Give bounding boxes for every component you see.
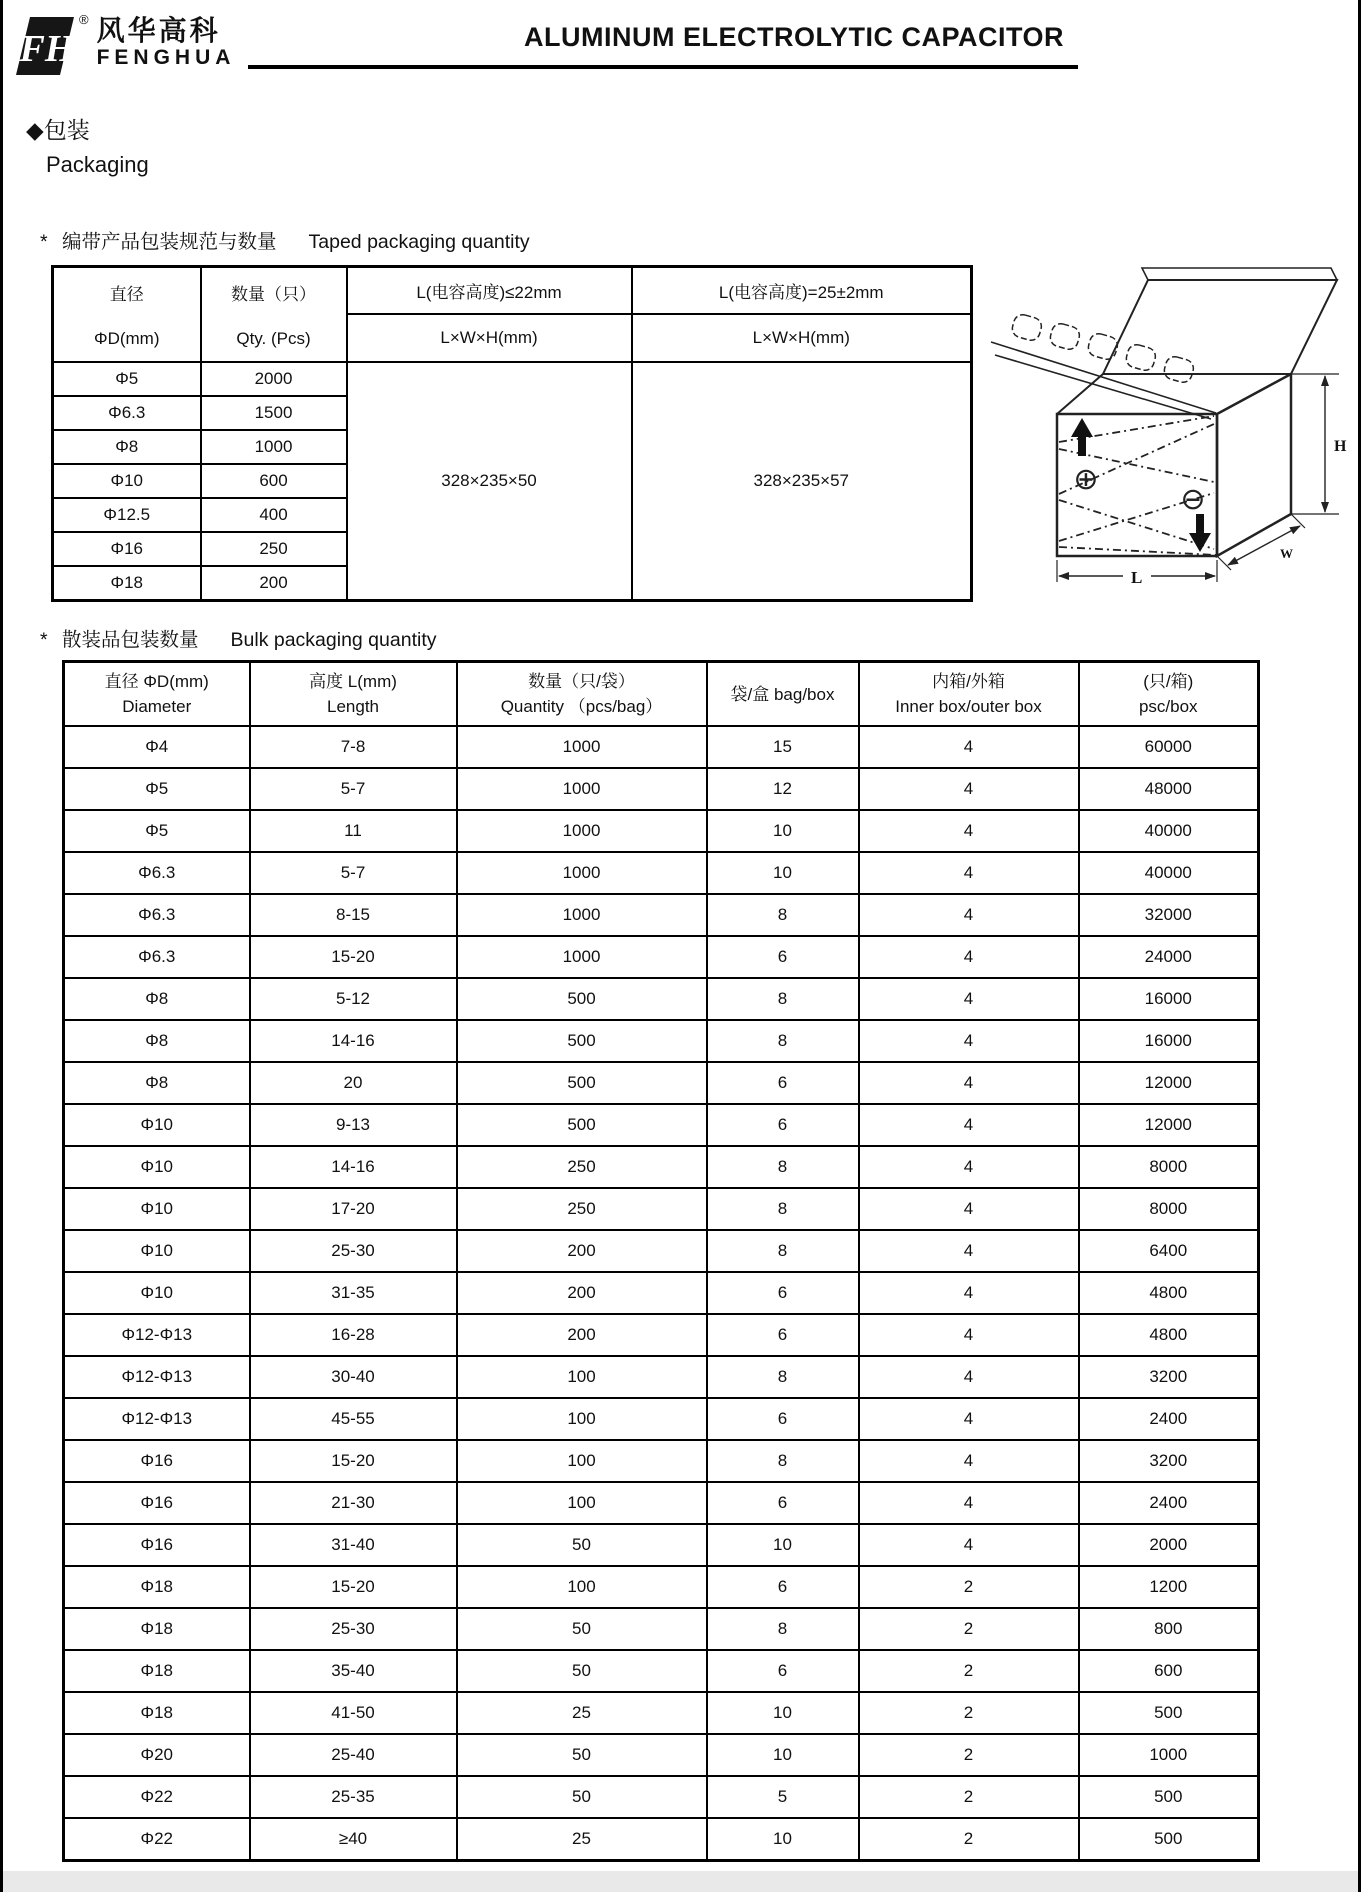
bag-per-box-cell: 5 bbox=[707, 1776, 859, 1818]
bulk-heading-en: Bulk packaging quantity bbox=[230, 629, 437, 651]
table-row bbox=[64, 1230, 1259, 1272]
pcs-per-box-cell: 16000 bbox=[1079, 1020, 1259, 1062]
pcs-per-box-cell: 800 bbox=[1079, 1608, 1259, 1650]
length-cell: 15-20 bbox=[250, 1566, 457, 1608]
header-cell: L×W×H(mm) bbox=[632, 314, 972, 362]
header-cell: L(电容高度)≤22mm bbox=[347, 267, 632, 315]
table-row bbox=[64, 1398, 1259, 1440]
bulk-table bbox=[62, 660, 1260, 1862]
header-cell: 高度 L(mm) Length bbox=[250, 662, 457, 727]
inner-outer-box-cell: 2 bbox=[859, 1692, 1079, 1734]
table-row bbox=[64, 1440, 1259, 1482]
bag-per-box-cell: 10 bbox=[707, 852, 859, 894]
quantity-cell: 200 bbox=[457, 1230, 707, 1272]
table-row bbox=[64, 1734, 1259, 1776]
table-row bbox=[64, 1482, 1259, 1524]
inner-outer-box-cell: 2 bbox=[859, 1650, 1079, 1692]
inner-outer-box-cell: 4 bbox=[859, 1356, 1079, 1398]
cell: 1000 bbox=[201, 430, 347, 464]
inner-outer-box-cell: 4 bbox=[859, 1440, 1079, 1482]
quantity-cell: 500 bbox=[457, 978, 707, 1020]
inner-outer-box-cell: 4 bbox=[859, 768, 1079, 810]
diameter-cell: Φ16 bbox=[64, 1440, 250, 1482]
quantity-cell: 100 bbox=[457, 1566, 707, 1608]
length-cell: 20 bbox=[250, 1062, 457, 1104]
length-cell: 31-35 bbox=[250, 1272, 457, 1314]
pcs-per-box-cell: 1000 bbox=[1079, 1734, 1259, 1776]
length-cell: 14-16 bbox=[250, 1020, 457, 1062]
inner-outer-box-cell: 2 bbox=[859, 1608, 1079, 1650]
table-row bbox=[64, 1356, 1259, 1398]
bag-per-box-cell: 6 bbox=[707, 1650, 859, 1692]
header-cell: 内箱/外箱 Inner box/outer box bbox=[859, 662, 1079, 727]
diameter-cell: Φ10 bbox=[64, 1188, 250, 1230]
pcs-per-box-cell: 500 bbox=[1079, 1692, 1259, 1734]
quantity-cell: 100 bbox=[457, 1440, 707, 1482]
cell: 2000 bbox=[201, 362, 347, 396]
length-cell: 30-40 bbox=[250, 1356, 457, 1398]
table-row bbox=[64, 978, 1259, 1020]
quantity-cell: 100 bbox=[457, 1356, 707, 1398]
inner-outer-box-cell: 2 bbox=[859, 1566, 1079, 1608]
quantity-cell: 500 bbox=[457, 1104, 707, 1146]
pcs-per-box-cell: 6400 bbox=[1079, 1230, 1259, 1272]
taped-heading-en: Taped packaging quantity bbox=[308, 231, 530, 253]
diameter-cell: Φ22 bbox=[64, 1818, 250, 1861]
pcs-per-box-cell: 24000 bbox=[1079, 936, 1259, 978]
polarity-minus-symbol: ⊖ bbox=[1180, 483, 1206, 516]
pcs-per-box-cell: 2400 bbox=[1079, 1482, 1259, 1524]
header-cell: 直径 ΦD(mm) bbox=[53, 267, 201, 363]
quantity-cell: 250 bbox=[457, 1188, 707, 1230]
table-row bbox=[64, 1650, 1259, 1692]
packing-box-diagram bbox=[985, 246, 1357, 596]
header-cell: 袋/盒 bag/box bbox=[707, 662, 859, 727]
diameter-cell: Φ18 bbox=[64, 1650, 250, 1692]
diameter-cell: Φ8 bbox=[64, 1020, 250, 1062]
length-cell: 41-50 bbox=[250, 1692, 457, 1734]
diameter-cell: Φ6.3 bbox=[64, 852, 250, 894]
pcs-per-box-cell: 600 bbox=[1079, 1650, 1259, 1692]
table-row bbox=[64, 1524, 1259, 1566]
pcs-per-box-cell: 8000 bbox=[1079, 1188, 1259, 1230]
diameter-cell: Φ8 bbox=[64, 1062, 250, 1104]
table-row bbox=[64, 894, 1259, 936]
table-row bbox=[64, 1104, 1259, 1146]
length-cell: 15-20 bbox=[250, 1440, 457, 1482]
table-row bbox=[64, 1272, 1259, 1314]
bag-per-box-cell: 10 bbox=[707, 810, 859, 852]
inner-outer-box-cell: 4 bbox=[859, 726, 1079, 768]
inner-outer-box-cell: 4 bbox=[859, 978, 1079, 1020]
quantity-cell: 1000 bbox=[457, 936, 707, 978]
table-row bbox=[64, 1314, 1259, 1356]
diameter-cell: Φ22 bbox=[64, 1776, 250, 1818]
inner-outer-box-cell: 4 bbox=[859, 1104, 1079, 1146]
quantity-cell: 25 bbox=[457, 1692, 707, 1734]
cell: Φ12.5 bbox=[53, 498, 201, 532]
quantity-cell: 1000 bbox=[457, 852, 707, 894]
inner-outer-box-cell: 2 bbox=[859, 1734, 1079, 1776]
bag-per-box-cell: 6 bbox=[707, 1272, 859, 1314]
diameter-cell: Φ16 bbox=[64, 1482, 250, 1524]
bag-per-box-cell: 8 bbox=[707, 1146, 859, 1188]
diameter-cell: Φ5 bbox=[64, 810, 250, 852]
bulk-heading-cn: 散装品包装数量 bbox=[62, 629, 199, 651]
cell: 600 bbox=[201, 464, 347, 498]
bag-per-box-cell: 6 bbox=[707, 1398, 859, 1440]
logo-text bbox=[97, 16, 236, 70]
diameter-cell: Φ8 bbox=[64, 978, 250, 1020]
pcs-per-box-cell: 2400 bbox=[1079, 1398, 1259, 1440]
inner-outer-box-cell: 4 bbox=[859, 1062, 1079, 1104]
taped-bullet: * bbox=[40, 231, 48, 253]
diameter-cell: Φ12-Φ13 bbox=[64, 1398, 250, 1440]
length-cell: 21-30 bbox=[250, 1482, 457, 1524]
quantity-cell: 1000 bbox=[457, 810, 707, 852]
bag-per-box-cell: 6 bbox=[707, 1566, 859, 1608]
length-cell: 5-7 bbox=[250, 768, 457, 810]
logo-cn: 风华高科 bbox=[96, 15, 221, 46]
quantity-cell: 1000 bbox=[457, 894, 707, 936]
section-heading-en: Packaging bbox=[46, 152, 149, 177]
bag-per-box-cell: 15 bbox=[707, 726, 859, 768]
bag-per-box-cell: 8 bbox=[707, 1608, 859, 1650]
inner-outer-box-cell: 4 bbox=[859, 1314, 1079, 1356]
bag-per-box-cell: 8 bbox=[707, 1440, 859, 1482]
pcs-per-box-cell: 8000 bbox=[1079, 1146, 1259, 1188]
diameter-cell: Φ20 bbox=[64, 1734, 250, 1776]
quantity-cell: 500 bbox=[457, 1062, 707, 1104]
diameter-cell: Φ10 bbox=[64, 1104, 250, 1146]
pcs-per-box-cell: 12000 bbox=[1079, 1104, 1259, 1146]
inner-outer-box-cell: 4 bbox=[859, 852, 1079, 894]
length-cell: 16-28 bbox=[250, 1314, 457, 1356]
cell: 200 bbox=[201, 566, 347, 601]
length-cell: 45-55 bbox=[250, 1398, 457, 1440]
header-cell: (只/箱) psc/box bbox=[1079, 662, 1259, 727]
cell: Φ8 bbox=[53, 430, 201, 464]
pcs-per-box-cell: 32000 bbox=[1079, 894, 1259, 936]
pcs-per-box-cell: 4800 bbox=[1079, 1314, 1259, 1356]
diameter-cell: Φ18 bbox=[64, 1608, 250, 1650]
inner-outer-box-cell: 2 bbox=[859, 1776, 1079, 1818]
header-cell: 直径 ΦD(mm) Diameter bbox=[64, 662, 250, 727]
diameter-cell: Φ5 bbox=[64, 768, 250, 810]
table-row bbox=[64, 1188, 1259, 1230]
section-heading-cn: ◆包装 bbox=[26, 117, 90, 143]
inner-outer-box-cell: 4 bbox=[859, 936, 1079, 978]
fenghua-logo bbox=[14, 14, 235, 78]
table-row bbox=[64, 1818, 1259, 1861]
bag-per-box-cell: 10 bbox=[707, 1524, 859, 1566]
bag-per-box-cell: 6 bbox=[707, 1314, 859, 1356]
table-row bbox=[64, 1020, 1259, 1062]
quantity-cell: 500 bbox=[457, 1020, 707, 1062]
box-size-cell: 328×235×57 bbox=[632, 362, 972, 601]
length-cell: 9-13 bbox=[250, 1104, 457, 1146]
header-cell: 数量（只） Qty. (Pcs) bbox=[201, 267, 347, 363]
taped-heading bbox=[40, 226, 530, 254]
registered-mark: ® bbox=[79, 12, 89, 27]
inner-outer-box-cell: 4 bbox=[859, 1188, 1079, 1230]
length-cell: 15-20 bbox=[250, 936, 457, 978]
cell: Φ18 bbox=[53, 566, 201, 601]
length-cell: 17-20 bbox=[250, 1188, 457, 1230]
length-cell: 7-8 bbox=[250, 726, 457, 768]
bag-per-box-cell: 8 bbox=[707, 1230, 859, 1272]
bag-per-box-cell: 10 bbox=[707, 1734, 859, 1776]
pcs-per-box-cell: 40000 bbox=[1079, 810, 1259, 852]
pcs-per-box-cell: 12000 bbox=[1079, 1062, 1259, 1104]
polarity-plus-symbol: ⊕ bbox=[1073, 463, 1099, 496]
length-cell: 25-30 bbox=[250, 1230, 457, 1272]
bulk-table-header bbox=[64, 662, 1259, 727]
length-cell: 14-16 bbox=[250, 1146, 457, 1188]
bag-per-box-cell: 12 bbox=[707, 768, 859, 810]
cell: Φ5 bbox=[53, 362, 201, 396]
length-cell: 31-40 bbox=[250, 1524, 457, 1566]
bulk-heading bbox=[40, 624, 436, 652]
pcs-per-box-cell: 500 bbox=[1079, 1776, 1259, 1818]
cell: Φ10 bbox=[53, 464, 201, 498]
table-row bbox=[64, 810, 1259, 852]
length-cell: 11 bbox=[250, 810, 457, 852]
pcs-per-box-cell: 40000 bbox=[1079, 852, 1259, 894]
table-row bbox=[64, 1776, 1259, 1818]
dim-l-label: L bbox=[1131, 568, 1143, 587]
logo-en: FENGHUA bbox=[96, 46, 236, 69]
table-row bbox=[64, 936, 1259, 978]
diameter-cell: Φ6.3 bbox=[64, 894, 250, 936]
quantity-cell: 50 bbox=[457, 1776, 707, 1818]
bag-per-box-cell: 8 bbox=[707, 1356, 859, 1398]
pcs-per-box-cell: 48000 bbox=[1079, 768, 1259, 810]
table-row bbox=[64, 768, 1259, 810]
taped-heading-cn: 编带产品包装规范与数量 bbox=[62, 231, 277, 253]
inner-outer-box-cell: 4 bbox=[859, 1482, 1079, 1524]
inner-outer-box-cell: 2 bbox=[859, 1818, 1079, 1861]
length-cell: 5-7 bbox=[250, 852, 457, 894]
length-cell: ≥40 bbox=[250, 1818, 457, 1861]
table-row bbox=[64, 1608, 1259, 1650]
bag-per-box-cell: 6 bbox=[707, 1104, 859, 1146]
quantity-cell: 200 bbox=[457, 1272, 707, 1314]
cell: Φ16 bbox=[53, 532, 201, 566]
table-row bbox=[64, 1566, 1259, 1608]
dim-w-label: W bbox=[1280, 546, 1293, 561]
footer-strip bbox=[3, 1871, 1358, 1892]
length-cell: 35-40 bbox=[250, 1650, 457, 1692]
header-cell: L×W×H(mm) bbox=[347, 314, 632, 362]
table-row bbox=[64, 852, 1259, 894]
diameter-cell: Φ10 bbox=[64, 1272, 250, 1314]
cell: 400 bbox=[201, 498, 347, 532]
length-cell: 5-12 bbox=[250, 978, 457, 1020]
bag-per-box-cell: 8 bbox=[707, 1020, 859, 1062]
fenghua-logo-mark-icon bbox=[14, 14, 78, 78]
pcs-per-box-cell: 500 bbox=[1079, 1818, 1259, 1861]
quantity-cell: 50 bbox=[457, 1608, 707, 1650]
pcs-per-box-cell: 16000 bbox=[1079, 978, 1259, 1020]
pcs-per-box-cell: 4800 bbox=[1079, 1272, 1259, 1314]
taped-table bbox=[51, 265, 973, 602]
bag-per-box-cell: 6 bbox=[707, 936, 859, 978]
quantity-cell: 250 bbox=[457, 1146, 707, 1188]
diameter-cell: Φ16 bbox=[64, 1524, 250, 1566]
diameter-cell: Φ12-Φ13 bbox=[64, 1356, 250, 1398]
quantity-cell: 200 bbox=[457, 1314, 707, 1356]
bag-per-box-cell: 8 bbox=[707, 978, 859, 1020]
cell: 1500 bbox=[201, 396, 347, 430]
bag-per-box-cell: 10 bbox=[707, 1818, 859, 1861]
bag-per-box-cell: 6 bbox=[707, 1482, 859, 1524]
pcs-per-box-cell: 3200 bbox=[1079, 1356, 1259, 1398]
table-row bbox=[64, 1146, 1259, 1188]
inner-outer-box-cell: 4 bbox=[859, 1230, 1079, 1272]
inner-outer-box-cell: 4 bbox=[859, 1398, 1079, 1440]
quantity-cell: 1000 bbox=[457, 726, 707, 768]
diameter-cell: Φ18 bbox=[64, 1692, 250, 1734]
diameter-cell: Φ4 bbox=[64, 726, 250, 768]
quantity-cell: 50 bbox=[457, 1650, 707, 1692]
pcs-per-box-cell: 60000 bbox=[1079, 726, 1259, 768]
bag-per-box-cell: 6 bbox=[707, 1062, 859, 1104]
quantity-cell: 100 bbox=[457, 1482, 707, 1524]
diameter-cell: Φ10 bbox=[64, 1230, 250, 1272]
quantity-cell: 1000 bbox=[457, 768, 707, 810]
length-cell: 25-30 bbox=[250, 1608, 457, 1650]
svg-text:FH: FH bbox=[19, 28, 75, 70]
inner-outer-box-cell: 4 bbox=[859, 810, 1079, 852]
diameter-cell: Φ18 bbox=[64, 1566, 250, 1608]
page-header bbox=[0, 12, 1361, 98]
diameter-cell: Φ10 bbox=[64, 1146, 250, 1188]
length-cell: 25-40 bbox=[250, 1734, 457, 1776]
pcs-per-box-cell: 2000 bbox=[1079, 1524, 1259, 1566]
page-title: ALUMINUM ELECTROLYTIC CAPACITOR bbox=[248, 22, 1078, 69]
box-size-cell: 328×235×50 bbox=[347, 362, 632, 601]
quantity-cell: 50 bbox=[457, 1524, 707, 1566]
cell: 250 bbox=[201, 532, 347, 566]
bag-per-box-cell: 8 bbox=[707, 1188, 859, 1230]
quantity-cell: 100 bbox=[457, 1398, 707, 1440]
header-cell: L(电容高度)=25±2mm bbox=[632, 267, 972, 315]
bag-per-box-cell: 10 bbox=[707, 1692, 859, 1734]
inner-outer-box-cell: 4 bbox=[859, 1272, 1079, 1314]
diameter-cell: Φ12-Φ13 bbox=[64, 1314, 250, 1356]
table-row bbox=[64, 1062, 1259, 1104]
bulk-bullet: * bbox=[40, 629, 48, 651]
length-cell: 8-15 bbox=[250, 894, 457, 936]
diameter-cell: Φ6.3 bbox=[64, 936, 250, 978]
header-cell: 数量（只/袋） Quantity （pcs/bag） bbox=[457, 662, 707, 727]
inner-outer-box-cell: 4 bbox=[859, 1020, 1079, 1062]
cell: Φ6.3 bbox=[53, 396, 201, 430]
length-cell: 25-35 bbox=[250, 1776, 457, 1818]
quantity-cell: 50 bbox=[457, 1734, 707, 1776]
table-row bbox=[64, 726, 1259, 768]
inner-outer-box-cell: 4 bbox=[859, 1146, 1079, 1188]
table-row bbox=[64, 1692, 1259, 1734]
bag-per-box-cell: 8 bbox=[707, 894, 859, 936]
bulk-table-body bbox=[64, 726, 1259, 1861]
inner-outer-box-cell: 4 bbox=[859, 894, 1079, 936]
inner-outer-box-cell: 4 bbox=[859, 1524, 1079, 1566]
pcs-per-box-cell: 3200 bbox=[1079, 1440, 1259, 1482]
dim-h-label: H bbox=[1334, 438, 1347, 455]
pcs-per-box-cell: 1200 bbox=[1079, 1566, 1259, 1608]
quantity-cell: 25 bbox=[457, 1818, 707, 1861]
